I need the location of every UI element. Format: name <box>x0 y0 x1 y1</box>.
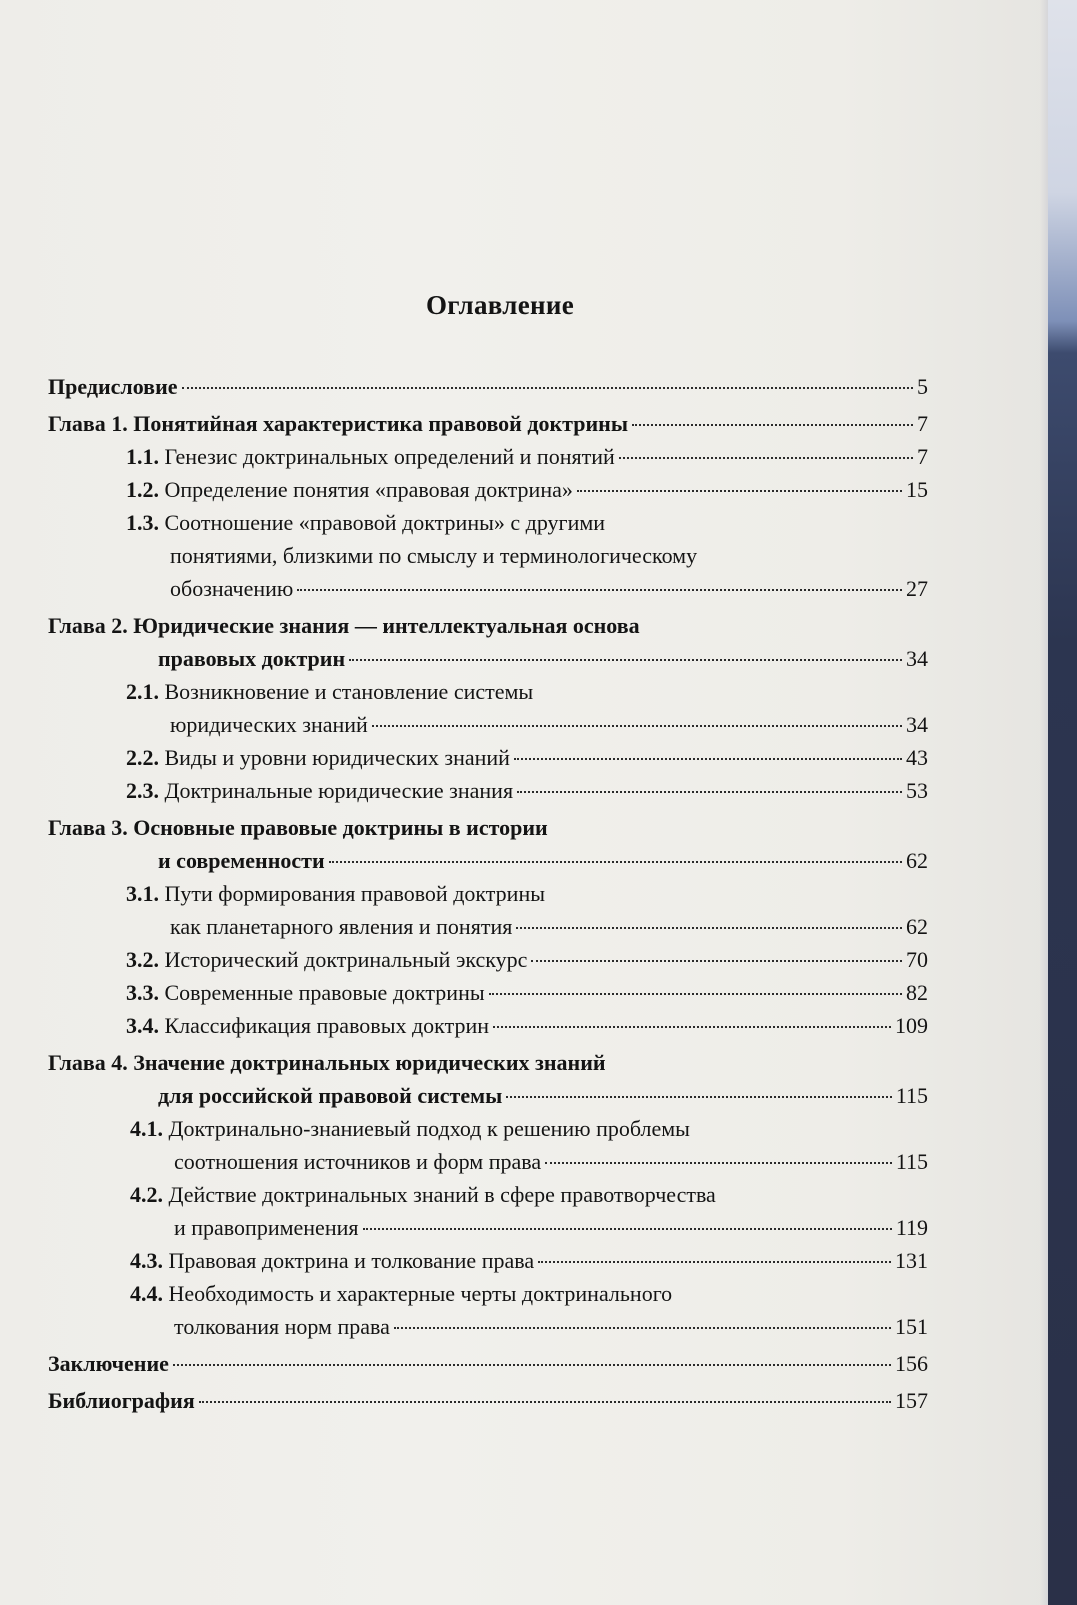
toc-page-number: 70 <box>906 947 928 972</box>
dot-leader <box>632 424 913 426</box>
toc-page-number: 43 <box>906 745 928 770</box>
section-number: 4.2. <box>130 1182 163 1207</box>
toc-entry-chapter-2-line-2 <box>158 642 928 675</box>
table-of-contents <box>48 370 928 1417</box>
toc-label: правовых доктрин <box>158 646 346 671</box>
dot-leader <box>545 1162 892 1164</box>
page-title: Оглавление <box>426 290 574 320</box>
toc-page-number: 156 <box>895 1351 928 1376</box>
toc-label: соотношения источников и форм права <box>174 1149 542 1174</box>
page-edge-shadow <box>1040 0 1048 1605</box>
toc-entry-chapter-2-line-1: Глава 2. Юридические знания — интеллектуальная основа <box>48 613 640 638</box>
dot-leader <box>514 758 902 760</box>
toc-label: Определение понятия «правовая доктрина» <box>164 477 573 502</box>
dot-leader <box>394 1327 891 1329</box>
toc-entry-1-3-line-1 <box>126 506 928 539</box>
toc-entry-conclusion <box>48 1347 928 1380</box>
toc-page-number: 34 <box>906 646 928 671</box>
dot-leader <box>506 1096 892 1098</box>
toc-entry-4-2-line-1 <box>130 1178 928 1211</box>
toc-label: и современности <box>158 848 325 873</box>
toc-page-number: 131 <box>895 1248 928 1273</box>
toc-page-number: 62 <box>906 848 928 873</box>
toc-entry-1-1 <box>126 440 928 473</box>
toc-page-number: 82 <box>906 980 928 1005</box>
toc-entry-chapter-4-line-2 <box>158 1079 928 1112</box>
toc-entry-1-3-line-3 <box>170 572 928 605</box>
section-number: 2.1. <box>126 679 159 704</box>
section-number: 4.4. <box>130 1281 163 1306</box>
toc-page-number: 15 <box>906 477 928 502</box>
toc-label: Действие доктринальных знаний в сфере правотворчества <box>168 1182 716 1207</box>
toc-page-number: 115 <box>895 1083 928 1108</box>
toc-entry-3-1-line-2 <box>170 910 928 943</box>
dot-leader <box>493 1026 891 1028</box>
toc-page-number: 34 <box>906 712 928 737</box>
toc-entry-4-4-line-2 <box>174 1310 928 1343</box>
toc-entry-2-1-line-1 <box>126 675 928 708</box>
toc-label: и правоприменения <box>174 1215 359 1240</box>
toc-page-number: 151 <box>895 1314 928 1339</box>
toc-label: Доктринальные юридические знания <box>164 778 514 803</box>
toc-label: обозначению <box>170 576 294 601</box>
toc-label: Библиография <box>48 1388 195 1413</box>
toc-entry-3-3 <box>126 976 928 1009</box>
toc-label: толкования норм права <box>174 1314 390 1339</box>
toc-label: Правовая доктрина и толкование права <box>168 1248 535 1273</box>
toc-label: юридических знаний <box>170 712 368 737</box>
toc-label: Современные правовые доктрины <box>164 980 485 1005</box>
toc-entry-chapter-1 <box>48 407 928 440</box>
toc-entry-2-3 <box>126 774 928 807</box>
toc-page-number: 27 <box>906 576 928 601</box>
toc-label: Виды и уровни юридических знаний <box>164 745 510 770</box>
toc-label: Глава 1. Понятийная характеристика правовой доктрины <box>48 411 629 436</box>
dot-leader <box>577 490 902 492</box>
dot-leader <box>517 791 902 793</box>
toc-page-number: 5 <box>917 374 928 399</box>
toc-entry-2-1-line-2 <box>170 708 928 741</box>
toc-label: Соотношение «правовой доктрины» с другими <box>164 510 606 535</box>
toc-label: для российской правовой системы <box>158 1083 503 1108</box>
dot-leader <box>329 861 902 863</box>
toc-page-number: 157 <box>895 1388 928 1413</box>
toc-page-number: 7 <box>917 444 928 469</box>
dot-leader <box>173 1364 891 1366</box>
section-number: 4.3. <box>130 1248 163 1273</box>
toc-label: как планетарного явления и понятия <box>170 914 513 939</box>
dot-leader <box>531 960 902 962</box>
section-number: 1.2. <box>126 477 159 502</box>
dot-leader <box>619 457 913 459</box>
toc-label: Генезис доктринальных определений и понятий <box>164 444 615 469</box>
toc-label: Доктринально-знаниевый подход к решению проблемы <box>168 1116 690 1141</box>
section-number: 3.2. <box>126 947 159 972</box>
toc-page-number: 109 <box>895 1013 928 1038</box>
section-number: 2.2. <box>126 745 159 770</box>
section-number: 4.1. <box>130 1116 163 1141</box>
toc-entry-4-4-line-1 <box>130 1277 928 1310</box>
toc-label: Предисловие <box>48 374 178 399</box>
toc-entry-bibliography <box>48 1384 928 1417</box>
dot-leader <box>182 387 913 389</box>
section-number: 2.3. <box>126 778 159 803</box>
toc-entry-4-1-line-1 <box>130 1112 928 1145</box>
toc-page-number: 62 <box>906 914 928 939</box>
dot-leader <box>349 659 902 661</box>
toc-label: Классификация правовых доктрин <box>164 1013 489 1038</box>
toc-entry-1-2 <box>126 473 928 506</box>
section-number: 3.4. <box>126 1013 159 1038</box>
dot-leader <box>516 927 902 929</box>
toc-label: Пути формирования правовой доктрины <box>164 881 546 906</box>
toc-page-number: 115 <box>895 1149 928 1174</box>
book-cover-edge <box>1048 0 1077 1605</box>
dot-leader <box>363 1228 892 1230</box>
toc-entry-1-3-line-2: понятиями, близкими по смыслу и терминологическому <box>170 543 698 568</box>
section-number: 3.1. <box>126 881 159 906</box>
toc-label: Возникновение и становление системы <box>164 679 534 704</box>
toc-label: Заключение <box>48 1351 169 1376</box>
section-number: 1.3. <box>126 510 159 535</box>
toc-entry-chapter-4-line-1: Глава 4. Значение доктринальных юридических знаний <box>48 1050 606 1075</box>
toc-entry-4-2-line-2 <box>174 1211 928 1244</box>
dot-leader <box>538 1261 891 1263</box>
toc-label: Необходимость и характерные черты доктринального <box>168 1281 673 1306</box>
dot-leader <box>297 589 902 591</box>
toc-page-number: 7 <box>917 411 928 436</box>
dot-leader <box>489 993 902 995</box>
toc-page-number: 53 <box>906 778 928 803</box>
dot-leader <box>199 1401 891 1403</box>
dot-leader <box>372 725 902 727</box>
toc-entry-4-3 <box>130 1244 928 1277</box>
toc-label: Исторический доктринальный экскурс <box>164 947 528 972</box>
toc-entry-chapter-3-line-1: Глава 3. Основные правовые доктрины в истории <box>48 815 548 840</box>
toc-entry-2-2 <box>126 741 928 774</box>
toc-page-number: 119 <box>895 1215 928 1240</box>
toc-entry-3-4 <box>126 1009 928 1042</box>
toc-entry-preface <box>48 370 928 403</box>
toc-entry-3-1-line-1 <box>126 877 928 910</box>
toc-entry-3-2 <box>126 943 928 976</box>
toc-entry-4-1-line-2 <box>174 1145 928 1178</box>
section-number: 1.1. <box>126 444 159 469</box>
section-number: 3.3. <box>126 980 159 1005</box>
toc-entry-chapter-3-line-2 <box>158 844 928 877</box>
